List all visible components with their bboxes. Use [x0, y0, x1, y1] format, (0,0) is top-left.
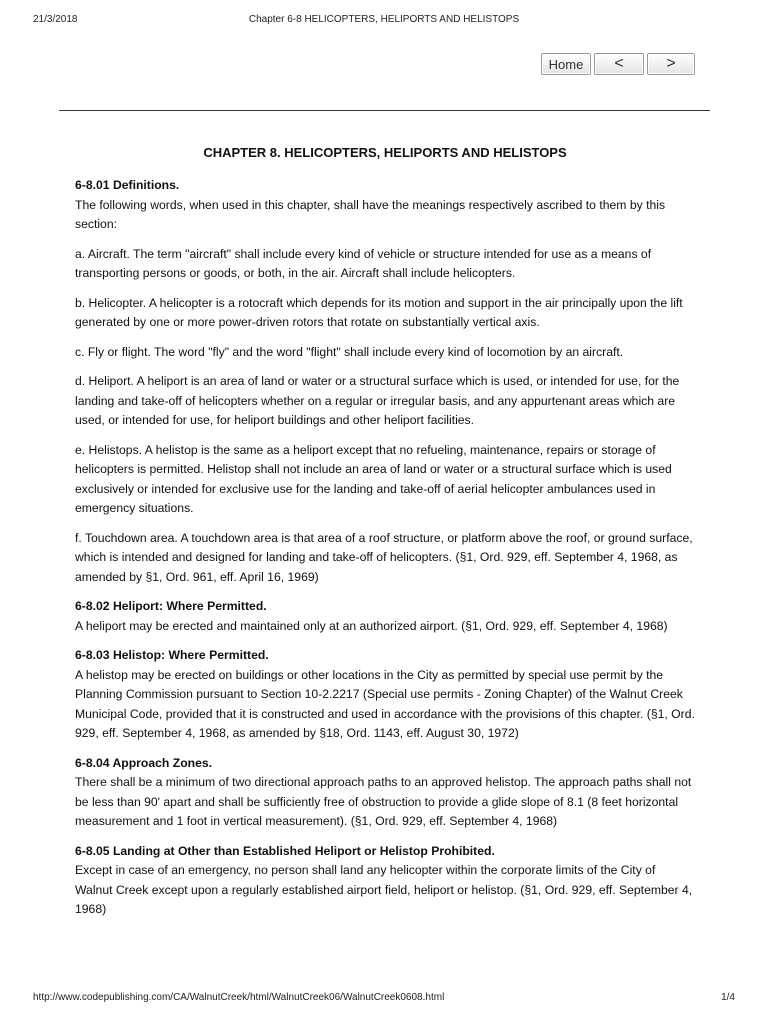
section-intro: The following words, when used in this chapter, shall have the meanings respectively ascribed to them by this section:	[75, 197, 666, 231]
section-6-8-03	[75, 646, 695, 744]
next-page-button[interactable]: >	[647, 53, 695, 75]
print-date: 21/3/2018	[33, 14, 78, 25]
home-button[interactable]: Home	[541, 53, 591, 75]
section-heading: 6-8.04 Approach Zones.	[75, 755, 213, 770]
section-body: A helistop may be erected on buildings or other locations in the City as permitted by special use permit by the Planning Commission pursuant to Section 10-2.2217 (Special use permits - Zoning Chapter) of the Walnut Creek Municipal Code, provided that it is constructed and used in accordance with the provisions of this chapter. (§1, Ord. 929, eff. September 4, 1968, as amended by §18, Ord. 1143, eff. August 30, 1972)	[75, 667, 695, 740]
definition-helistops: e. Helistops. A helistop is the same as a heliport except that no refueling, maintenance, repairs or storage of helicopters is permitted. Helistop shall not include an area of land or water or a structural surface which is used exclusively or intended for exclusive use for the landing and take-off of aerial helicopter ambulances used in emergency situations.	[75, 442, 672, 515]
definition-helicopter: b. Helicopter. A helicopter is a rotocraft which depends for its motion and support in the air principally upon the lift generated by one or more power-driven rotors that rotate on substantially vertical axis.	[75, 295, 683, 329]
section-6-8-01	[75, 176, 695, 235]
page-number: 1/4	[721, 992, 735, 1003]
print-header	[33, 14, 735, 28]
definition-touchdown-area: f. Touchdown area. A touchdown area is that area of a roof structure, or platform above the roof, or ground surface, which is intended and designed for landing and take-off of helicopters. (§1, Ord. 929, eff. September 4, 1968, as amended by §1, Ord. 961, eff. April 16, 1969)	[75, 530, 693, 584]
section-6-8-02	[75, 597, 695, 636]
previous-page-button[interactable]: <	[594, 53, 644, 75]
section-heading: 6-8.03 Helistop: Where Permitted.	[75, 648, 269, 662]
print-footer	[33, 992, 735, 1006]
section-body: Except in case of an emergency, no person shall land any helicopter within the corporate limits of the City of Walnut Creek except upon a regularly established airport field, heliport or helistop. (§1, Ord. 929, eff. September 4, 1968)	[75, 863, 693, 916]
section-body: A heliport may be erected and maintained only at an authorized airport. (§1, Ord. 929, eff. September 4, 1968)	[75, 618, 668, 633]
document-body	[75, 144, 695, 930]
definition-heliport: d. Heliport. A heliport is an area of land or water or a structural surface which is used, or intended for use, for the landing and take-off of helicopters whether on a regular or irregular basis, and any appurtenant areas which are used, or intended for use, for heliport buildings and other heliport facilities.	[75, 374, 680, 427]
section-6-8-04	[75, 754, 695, 832]
page-navigation	[541, 53, 695, 75]
section-6-8-05	[75, 842, 695, 920]
section-heading: 6-8.01 Definitions.	[75, 178, 180, 192]
section-heading: 6-8.02 Heliport: Where Permitted.	[75, 599, 267, 613]
header-divider	[59, 110, 710, 111]
section-body: There shall be a minimum of two directional approach paths to an approved helistop. The approach paths shall not be less than 90' apart and shall be sufficiently free of obstruction to provide a glide slope of 8.1 (8 feet horizontal measurement and 1 foot in vertical measurement). (§1, Ord. 929, eff. September 4, 1968)	[75, 775, 692, 828]
definition-fly: c. Fly or flight. The word "fly" and the word "flight" shall include every kind of locomotion by an aircraft.	[75, 344, 624, 359]
section-heading: 6-8.05 Landing at Other than Established Heliport or Helistop Prohibited.	[75, 843, 495, 858]
definition-aircraft: a. Aircraft. The term "aircraft" shall include every kind of vehicle or structure intended for use as a means of transporting persons or goods, or both, in the air. Aircraft shall include helicopters.	[75, 246, 652, 280]
page-url: http://www.codepublishing.com/CA/WalnutCreek/html/WalnutCreek06/WalnutCreek0608.html	[33, 992, 445, 1003]
print-title: Chapter 6-8 HELICOPTERS, HELIPORTS AND HELISTOPS	[248, 14, 520, 25]
chapter-title: CHAPTER 8. HELICOPTERS, HELIPORTS AND HELISTOPS	[203, 145, 567, 160]
